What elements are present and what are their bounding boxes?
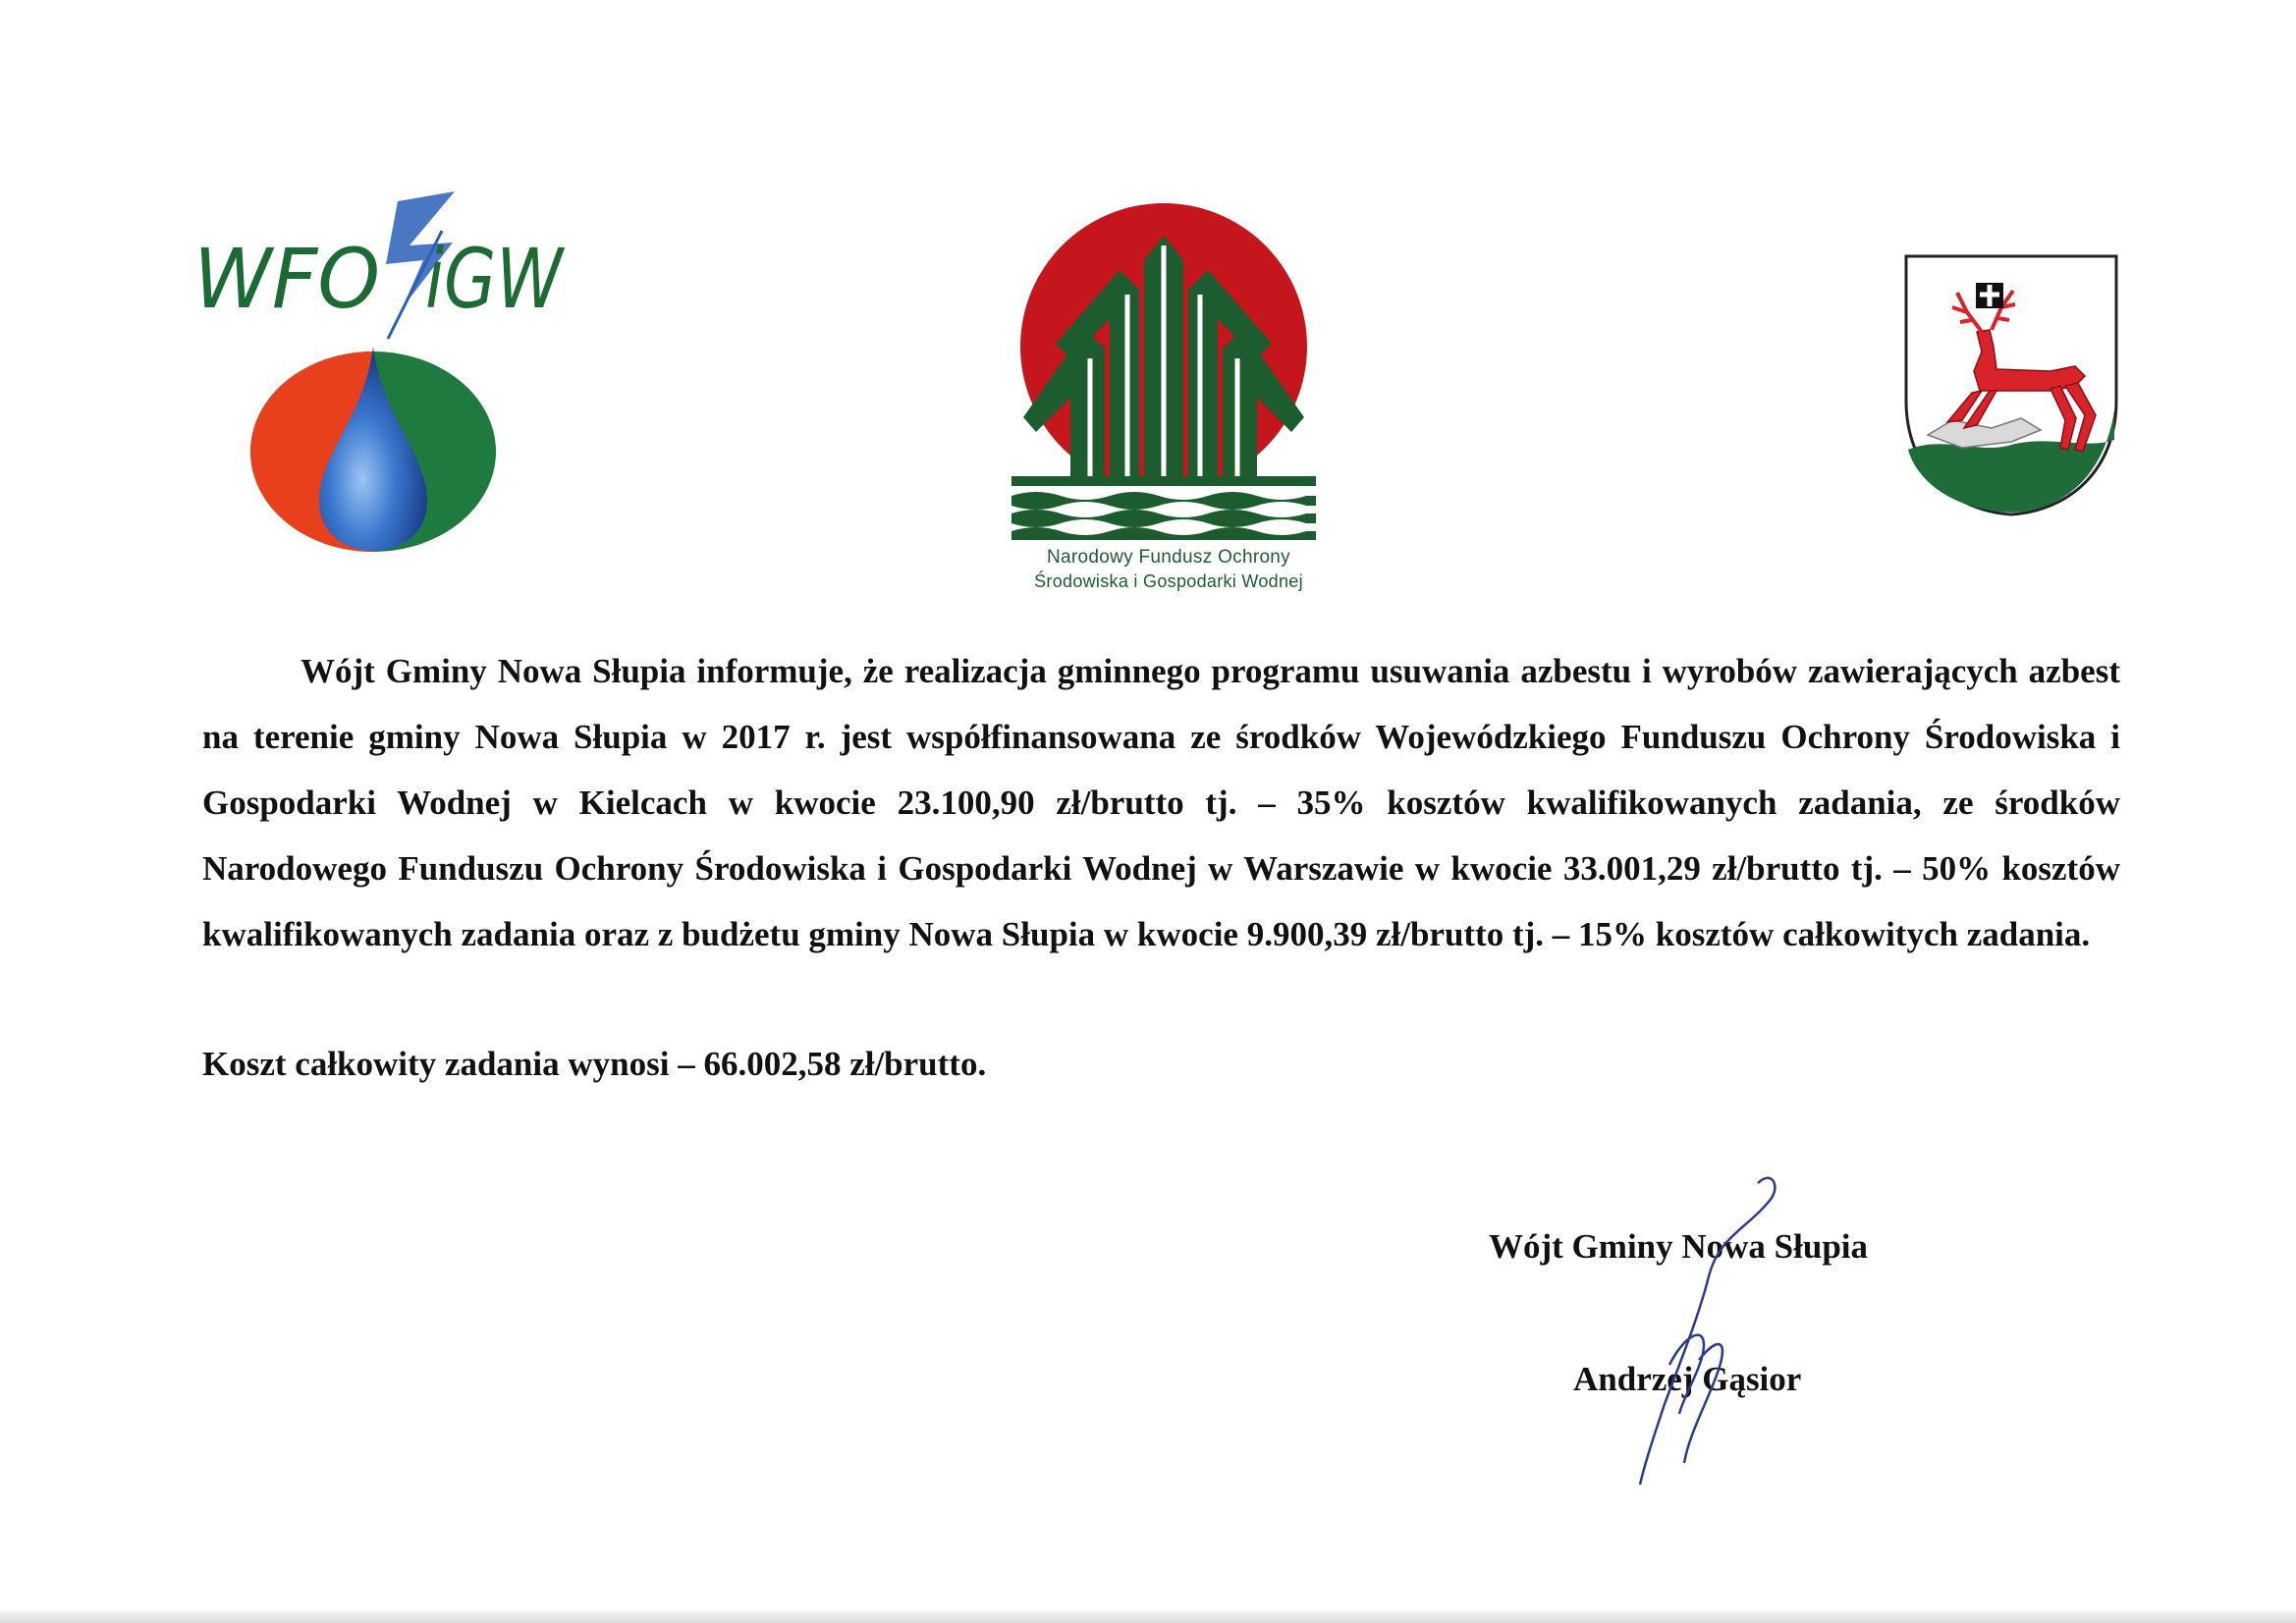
svg-text:WFO: WFO [193, 231, 380, 327]
nfosigw-logo [1011, 201, 1316, 604]
wfosigw-logo [191, 191, 574, 560]
crest-deer-emblem [1903, 253, 2119, 518]
wfosigw-logo-graphic [191, 191, 574, 560]
handwritten-signature [1611, 1168, 1787, 1492]
svg-text:iGW: iGW [425, 231, 566, 327]
signatory-title: Wójt Gminy Nowa Słupia [1489, 1227, 1869, 1266]
signatory-name: Andrzej Gąsior [1573, 1360, 1802, 1398]
nfosigw-emblem [1011, 201, 1316, 540]
announcement-paragraph [202, 638, 2120, 967]
scan-bottom-edge [0, 1611, 2296, 1623]
nfosigw-caption-line1: Narodowy Fundusz Ochrony [1047, 547, 1290, 568]
announcement-text: Wójt Gminy Nowa Słupia informuje, że realizacja gminnego programu usuwania azbestu i wyrobów zawierających azbest na terenie gminy Nowa Słupia w 2017 r. jest współfinansowana ze środków Wojewódzkiego Funduszu Ochrony Środowiska i Gospodarki Wodnej w Kielcach w kwocie 23.100,90 zł/brutto tj. – 35% kosztów kwalifikowanych zadania, ze środków Narodowego Funduszu Ochrony Środowiska i Gospodarki Wodnej w Warszawie w kwocie 33.001,29 zł/brutto tj. – 50% kosztów kwalifikowanych zadania oraz z budżetu gminy Nowa Słupia w kwocie 9.900,39 zł/brutto tj. – 15% kosztów całkowitych zadania. [202, 652, 2120, 953]
nfosigw-caption-line2: Środowiska i Gospodarki Wodnej [1034, 571, 1303, 591]
municipality-crest [1903, 253, 2119, 518]
total-cost-line: Koszt całkowity zadania wynosi – 66.002,58 zł/brutto. [202, 1045, 987, 1083]
